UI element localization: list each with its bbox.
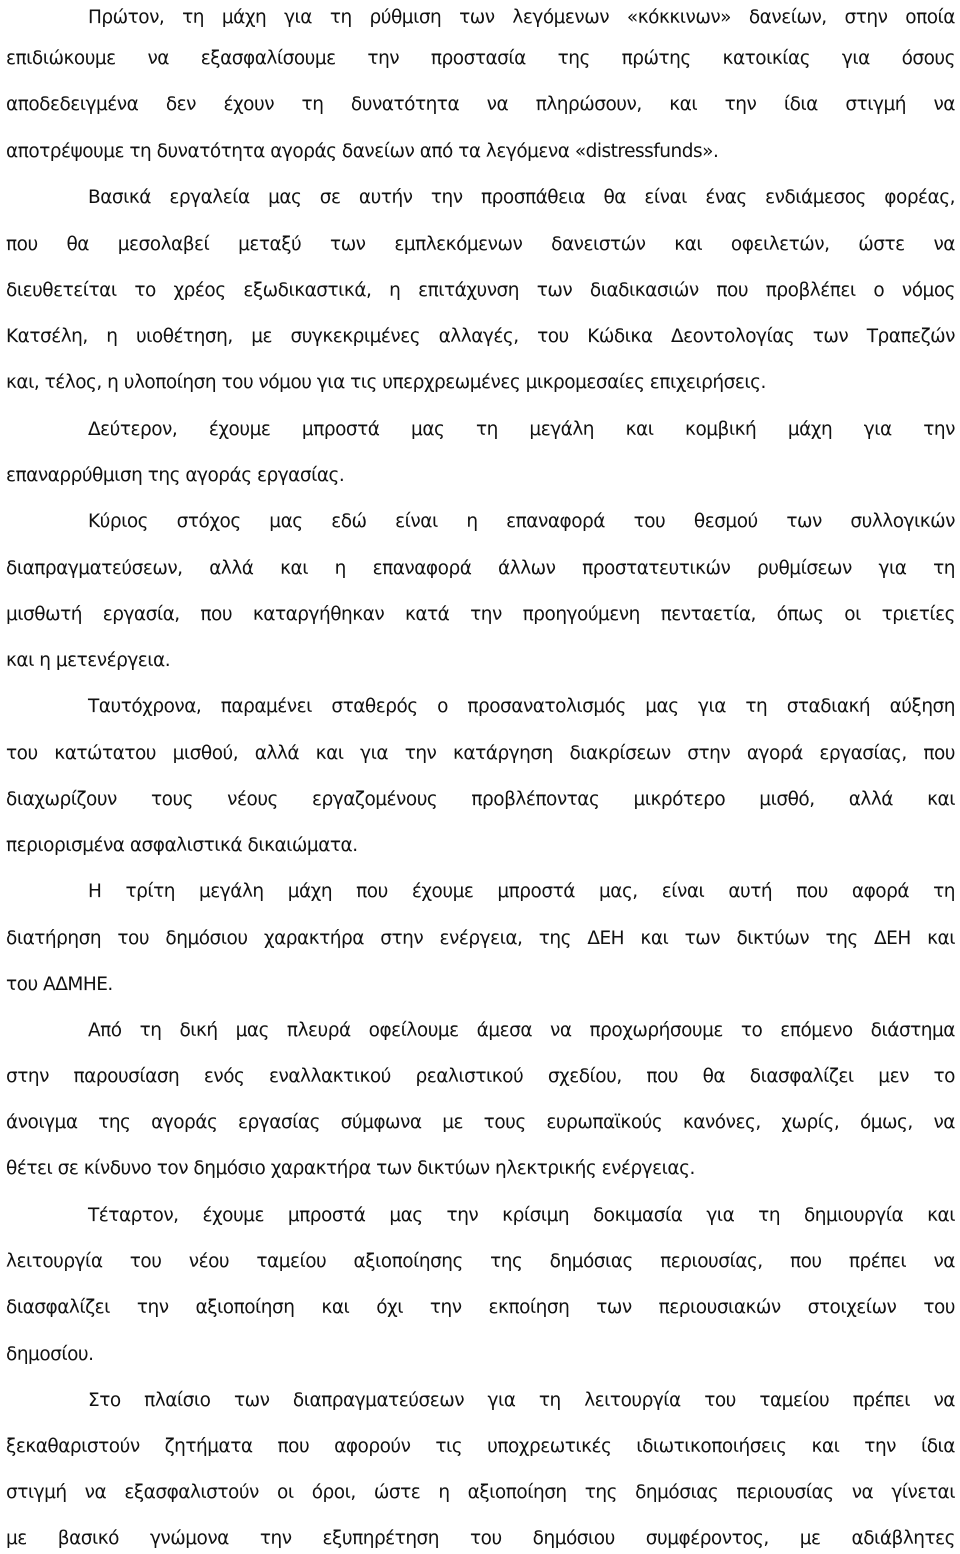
paragraph-line: επαναρρύθμιση της αγοράς εργασίας. xyxy=(6,465,345,486)
paragraph-line: Κύριος στόχος μας εδώ είναι η επαναφορά του θεσμού των συλλογικών xyxy=(88,511,955,532)
paragraph-line: ξεκαθαριστούν ζητήματα που αφορούν τις υποχρεωτικές ιδιωτικοποιήσεις και την ίδια xyxy=(6,1436,955,1457)
paragraph-line: διαπραγματεύσεων, αλλά και η επαναφορά άλλων προστατευτικών ρυθμίσεων για τη xyxy=(6,558,955,579)
paragraph-line: άνοιγμα της αγοράς εργασίας σύμφωνα με τους ευρωπαϊκούς κανόνες, χωρίς, όμως, να xyxy=(6,1112,955,1133)
paragraph-line: του ΑΔΜΗΕ. xyxy=(6,974,113,995)
paragraph-line: επιδιώκουμε να εξασφαλίσουμε την προστασία της πρώτης κατοικίας για όσους xyxy=(6,48,955,69)
paragraph-line: μισθωτή εργασία, που καταργήθηκαν κατά την προηγούμενη πενταετία, όπως οι τριετίες xyxy=(6,604,955,625)
paragraph-line: Στο πλαίσιο των διαπραγματεύσεων για τη λειτουργία του ταμείου πρέπει να xyxy=(88,1390,955,1411)
paragraph-line: που θα μεσολαβεί μεταξύ των εμπλεκόμενων δανειστών και οφειλετών, ώστε να xyxy=(6,234,955,255)
paragraph-line: στιγμή να εξασφαλιστούν οι όροι, ώστε η αξιοποίηση της δημόσιας περιουσίας να γίνεται xyxy=(6,1482,955,1503)
paragraph-line: διαχωρίζουν τους νέους εργαζομένους προβλέποντας μικρότερο μισθό, αλλά και xyxy=(6,789,955,810)
paragraph-line: λειτουργία του νέου ταμείου αξιοποίησης της δημόσιας περιουσίας, που πρέπει να xyxy=(6,1251,955,1272)
paragraph-line: στην παρουσίαση ενός εναλλακτικού ρεαλιστικού σχεδίου, που θα διασφαλίζει μεν το xyxy=(6,1066,955,1087)
paragraph-line: Ταυτόχρονα, παραμένει σταθερός ο προσανατολισμός μας για τη σταδιακή αύξηση xyxy=(88,696,955,717)
paragraph-line: περιορισμένα ασφαλιστικά δικαιώματα. xyxy=(6,835,358,856)
paragraph-line: Δεύτερον, έχουμε μπροστά μας τη μεγάλη και κομβική μάχη για την xyxy=(88,419,955,440)
paragraph-line: Η τρίτη μεγάλη μάχη που έχουμε μπροστά μας, είναι αυτή που αφορά τη xyxy=(88,881,955,902)
paragraph-line: Βασικά εργαλεία μας σε αυτήν την προσπάθεια θα είναι ένας ενδιάμεσος φορέας, xyxy=(88,187,955,208)
paragraph-line: Πρώτον, τη μάχη για τη ρύθμιση των λεγόμενων «κόκκινων» δανείων, στην οποία xyxy=(88,7,955,28)
paragraph-line: αποδεδειγμένα δεν έχουν τη δυνατότητα να πληρώσουν, και την ίδια στιγμή να xyxy=(6,94,955,115)
paragraph-line: του κατώτατου μισθού, αλλά και για την κατάργηση διακρίσεων στην αγορά εργασίας, που xyxy=(6,743,955,764)
paragraph-line: με βασικό γνώμονα την εξυπηρέτηση του δημόσιου συμφέροντος, με αδιάβλητες xyxy=(6,1528,955,1549)
paragraph-line: Κατσέλη, η υιοθέτηση, με συγκεκριμένες αλλαγές, του Κώδικα Δεοντολογίας των Τραπεζών xyxy=(6,326,955,347)
paragraph-line: διασφαλίζει την αξιοποίηση και όχι την εκποίηση των περιουσιακών στοιχείων του xyxy=(6,1297,955,1318)
paragraph-line: και, τέλος, η υλοποίηση του νόμου για τις υπερχρεωμένες μικρομεσαίες επιχειρήσεις. xyxy=(6,372,766,393)
paragraph-line: δημοσίου. xyxy=(6,1344,94,1365)
paragraph-line: Τέταρτον, έχουμε μπροστά μας την κρίσιμη δοκιμασία για τη δημιουργία και xyxy=(88,1205,955,1226)
paragraph-line: αποτρέψουμε τη δυνατότητα αγοράς δανείων από τα λεγόμενα «distressfunds». xyxy=(6,141,719,162)
paragraph-line: Από τη δική μας πλευρά οφείλουμε άμεσα να προχωρήσουμε το επόμενο διάστημα xyxy=(88,1020,955,1041)
paragraph-line: διευθετείται το χρέος εξωδικαστικά, η επιτάχυνση των διαδικασιών που προβλέπει ο νόμος xyxy=(6,280,955,301)
paragraph-line: και η μετενέργεια. xyxy=(6,650,171,671)
paragraph-line: διατήρηση του δημόσιου χαρακτήρα στην ενέργεια, της ΔΕΗ και των δικτύων της ΔΕΗ και xyxy=(6,928,955,949)
paragraph-line: θέτει σε κίνδυνο τον δημόσιο χαρακτήρα των δικτύων ηλεκτρικής ενέργειας. xyxy=(6,1158,695,1179)
